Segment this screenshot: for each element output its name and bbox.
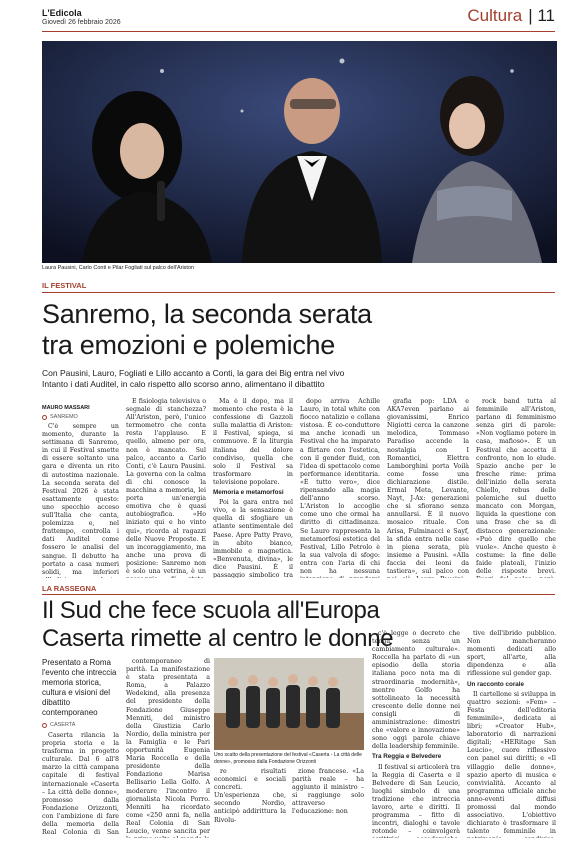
article-column-5: grafia pop: LDA e AKA7even parlano ai giovanissimi, Enrico Nigiotti cerca la canzone melodica, Tommaso Paradiso accende la nostalgia con I Romantici, Elettra Lamborghini porta Voilà come fosse una dichiarazione distile. Ermal Meta, Levante, Nayt, J-Ax: generazioni che si sfiorano senza annullarsi. È il nuovo mosaico rituale. Con Arisa, Fulminacci e Sayf, la sfida entra nelle case in piena serata, più insieme a Pausini. «Alla faccia dei leoni da tastiera», sul palco con [387,398,469,575]
article-column-4: dopo arriva Achille Lauro, in total white con fiocco natalizio e collana vistosa. È co-conduttore ma anche iconadi un Festival che ha imparato a flirtare con l'estetica, con il gender fluid, con l'idea di spettacolo come performance identitaria. «È tutto vero», dice ripensando alla magia dell'anno scorso. L'Ariston lo accoglie come uno che ormai ha diritto di cittadinanza. Se Lauro rappresenta la metamorfosi estetica del Festival, Lillo Petrolo è la sua valvola di sfogo: entra con l'aria di chi non ha nessuna [300,398,380,575]
kicker-rule [42,292,555,293]
dateline2: CASERTA [42,722,75,728]
article-column-2: È fisiologia televisiva o segnale di stanchezza? All'Ariston, però, l'unico termometro che conta resta l'applauso. E quello, almeno per ora, non è mancato. Sul palco, accanto a Carlo Conti, c'è Laura Pausini. La governa con la calma di chi conosce la macchina a memoria, lei porta un'energia emotiva che è quasi autobiografica. «Ho iniziato qui e ho vinto qui», ricorda al ragazzi delle Nuove Proposte. E un incoraggiamento, ma anche una prova di posizione: Sanremo non è solo una vetrina, è un [126,398,206,575]
headline2-line-2: Caserta rimette al centro le donne [42,625,394,652]
headline2-line-1: Il Sud che fece scuola all'Europa [42,597,380,624]
headline-line-2: tra emozioni e polemiche [42,330,335,360]
stage-illustration [42,41,557,263]
article2-column-6: tive dell'ibrido pubblico. Non mancheranno momenti dedicati allo sport, all'arte, alla dipendenza e alla riflessione sul gender gap. Un racconto corale Il cartellone si sviluppa in quattro sezioni: «Fem» – Festa dell'editoria femminile», dedicata ai libri; «Creator Hub», laboratorio di narrazioni digitali; «HERitage San Leucio», cuore riflessivo con panel sui diritti; e «Il villaggio delle donne», spazio aperto di musica e convivialità. Accanto al programma ufficiale anche anno-eventi diffusi promossi dal mondo associativo. L'obiettivo dichiarato è trasformare il talento femminile in [467,630,556,836]
article-kicker: IL FESTIVAL [42,281,87,290]
article2-column-5: c'è legge o decreto che tenga senza un cambiamento culturale». Roccella ha parlato di «un episodio della storia italiana poco nota ma di straordinaria modernità», mentre Golfo ha sottolineato la necessità crescente delle donne nei consigli di amministrazione: dimostri che «valore e innovazione» sono oggi parole chiave della leadership femminile. Tra Reggia e Belvedere Il festival si articolerà tra la Reggia di Caserta e il Belvedere di San Leucio, luoghi simbolo di una tradizione che intreccia lavoro, arte e diritti. Il programma – fitto di incontri, dialoghi e tavole rotonde – coinvolgerà [372,630,460,836]
presentation-photo [214,658,364,750]
page-header [0,0,580,40]
article-column-3: Ma è il dopo, ma il momento che resta è la confessione di Gazzoli sulla malattia di Ariston: il Festival, spiega, si commuove. È la liturgia italiana del dolore condiviso, quella che solo il Festival sa trasformare in televisione popolare. Memoria e metamorfosi Poi la gara entra nel vivo, e la sensazione è quella di sfogliare un atlante sentimentale del Paese. Apre Patty Pravo, in abito bianco, immobile e magnetica. «Benvenuta, divina», le dice Pausini. È il passaggio simbolico tra [213,398,293,578]
subtitle-line-2: Intanto i dati Auditel, in calo rispetto allo scorso anno, alimentano il dibattito [42,379,325,389]
subheading: Memoria e metamorfosi [213,489,284,497]
subheading: Tra Reggia e Belvedere [372,753,442,761]
group-illustration [214,658,364,750]
sanremo-stage-photo [42,41,557,263]
brand-name: L'Edicola [42,8,82,18]
byline: MAURO MASSARI [42,405,90,411]
article2-column-2: contemporaneo di parità. La manifestazione è stata presentata a Roma, a Palazzo Wedekind, alla presenza del presidente della Fondazione Giuseppe Menniti, del ministro della Giustizia Carlo Nordio, della ministra per la Famiglia e le Pari opportunità Eugenia Maria Roccella e della presidente della Fondazione Marisa Bellisario Lella Golfo. A moderare l'incontro il giornalista Nicola Porro. Menniti ha ricordato come «250 anni fa, nella Real Colonia di San Leucio, venne sancita per [126,658,210,835]
kicker2-rule [42,594,555,595]
article2-kicker: LA RASSEGNA [42,584,97,593]
section-name: Cultura [467,6,523,25]
subheading: Un racconto corale [467,680,525,688]
article2-column-1: Caserta rilancia la propria storia e la trasforma in progetto culturale. Dal 6 all'8 marzo la città campana capitale di festival internazionale «Caserta – La città delle donne», promosso dalla Fondazione Orizzonti, con l'ambizione di fare della memoria della Real Colonia di San [42,732,119,837]
issue-date: Giovedì 26 febbraio 2026 [42,19,121,26]
article2-column-3: re risultati economici e sociali concreti. Un'esperienza che, secondo Nordio, anticipò addirittura la Rivolu- [214,768,286,824]
dateline: SANREMO [42,414,78,420]
photo-caption: Laura Pausini, Carlo Conti e Pilar Fogliati sul palco dell'Ariston [42,265,195,271]
header-rule [42,31,555,32]
location-pin-icon [42,723,47,728]
article2-column-4: zione francese. «La parità reale – ha aggiunto il ministro – si raggiunge solo attraverso l'educazione: non [292,768,364,816]
photo2-caption: Uno scatto della presentazione del festival «Caserta - La città delle donne», promosso dalla Fondazione Orizzonti [214,752,362,765]
article-column-1: C'è sempre un momento, durante la settimana di Sanremo, in cui il Festival smette di essere soltanto una gara e diventa un rito di autostima nazionale. La seconda serata del Festival 2026 è stata esattamente questo: uno specchio acceso sull'Italia che canta, polemizza e, nel frattempo, controlla i dati Auditel come fossero le analisi del sangue. Il debutto ha portato a casa numeri solidi, ma inferiori [42,423,119,576]
location-pin-icon [42,415,47,420]
headline-line-1: Sanremo, la seconda serata [42,299,372,329]
subtitle-line-1: Con Pausini, Lauro, Fogliati e Lillo accanto a Conti, la gara dei Big entra nel vivo [42,368,345,378]
article-column-6: rock band tutta al femminile all'Ariston, parlano di femminismo senza giri di parole: «Non vogliamo potere in casa, mafioso». È un Festival che accetta il confronto, non lo elude. Spazio anche per le fresche rime: prima dell'inizio della serata Chiello, rebus delle polemiche sul duetto mancato con Morgan, liquida la questione con una frase che sa di distacco generazionale: «Può dire quello che vuole». Anche questo è costume: la fine delle faide plateali, l'inizio delle risposte brevi. [476,398,556,575]
section-label [467,6,555,26]
page-number: | 11 [528,6,555,25]
article2-lead: Presentato a Roma l'evento che intreccia memoria storica, cultura e visioni del dibattito contemporaneo [42,658,117,717]
